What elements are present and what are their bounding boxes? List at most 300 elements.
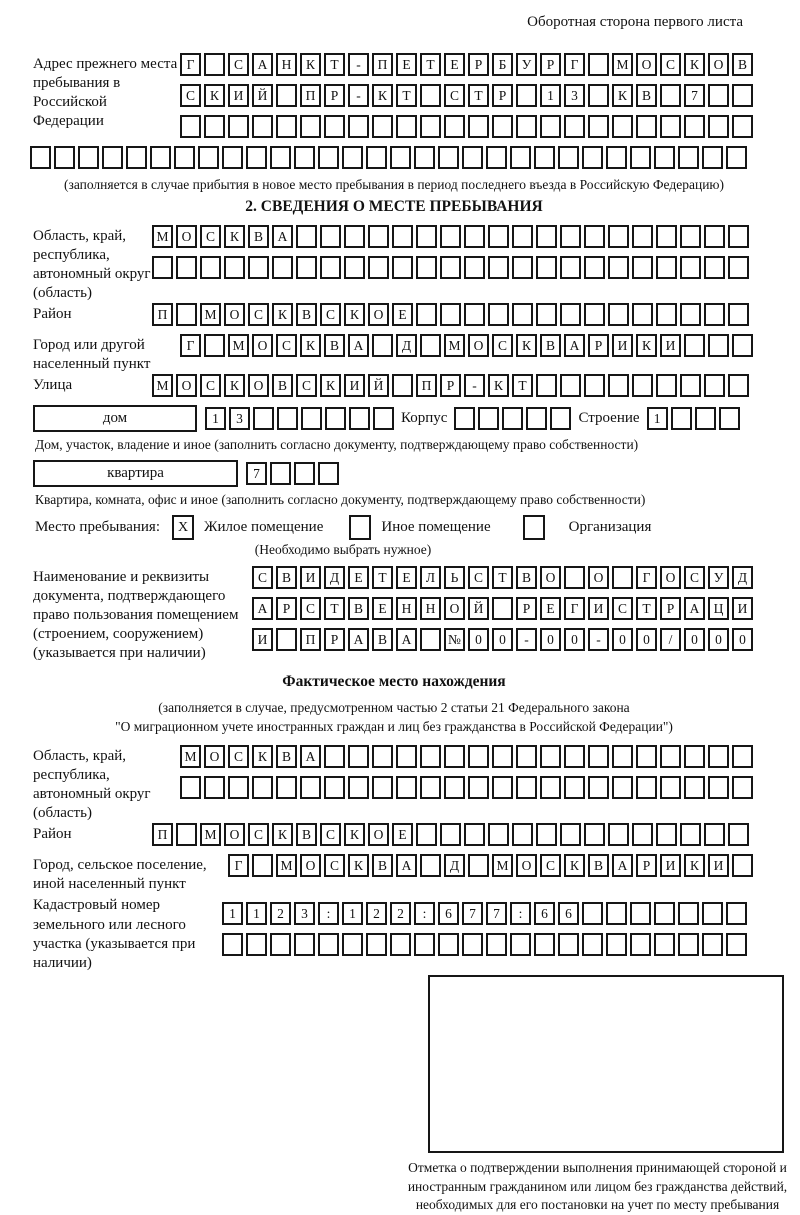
- oblast-row-1: [152, 225, 752, 248]
- char-box: 7: [462, 902, 483, 925]
- stay-type-row: [35, 515, 755, 540]
- char-box: [558, 933, 579, 956]
- char-box: [390, 933, 411, 956]
- char-box: [414, 933, 435, 956]
- char-box: [608, 374, 629, 397]
- char-box: [440, 225, 461, 248]
- char-box: К: [372, 84, 393, 107]
- char-box: С: [228, 53, 249, 76]
- ulitsa-field: [33, 374, 755, 405]
- apartment-row: [33, 460, 755, 487]
- char-box: [584, 303, 605, 326]
- char-box: [608, 256, 629, 279]
- gorod-label: Город или другой населенный пункт: [33, 337, 151, 373]
- char-box: [224, 256, 245, 279]
- document-row-2: [252, 597, 756, 620]
- kadastr-field: [33, 894, 755, 972]
- char-box: [420, 745, 441, 768]
- char-box: №: [444, 628, 465, 651]
- char-box: О: [660, 566, 681, 589]
- char-box: [438, 933, 459, 956]
- char-box: [536, 303, 557, 326]
- char-box: [728, 374, 749, 397]
- char-box: А: [396, 628, 417, 651]
- char-box: [656, 374, 677, 397]
- char-box: О: [252, 334, 273, 357]
- option-zhiloe-label: Жилое помещение: [204, 519, 324, 536]
- prev-address-row-2: [180, 84, 756, 107]
- char-box: [516, 84, 537, 107]
- document-row-1: [252, 566, 756, 589]
- char-box: -: [348, 53, 369, 76]
- char-box: С: [248, 823, 269, 846]
- char-box: Н: [276, 53, 297, 76]
- prev-address-row-3: [180, 115, 756, 138]
- char-box: В: [272, 374, 293, 397]
- char-box: Д: [396, 334, 417, 357]
- char-box: 6: [438, 902, 459, 925]
- char-box: [468, 854, 489, 877]
- char-box: В: [296, 303, 317, 326]
- house-word-box: дом: [33, 405, 197, 432]
- char-box: А: [396, 854, 417, 877]
- char-box: Г: [228, 854, 249, 877]
- char-box: [536, 823, 557, 846]
- char-box: [656, 303, 677, 326]
- char-box: [632, 256, 653, 279]
- char-box: К: [204, 84, 225, 107]
- char-box: [702, 902, 723, 925]
- char-box: 3: [229, 407, 250, 430]
- char-box: Е: [540, 597, 561, 620]
- char-box: А: [348, 334, 369, 357]
- char-box: М: [152, 225, 173, 248]
- char-box: [636, 115, 657, 138]
- char-box: С: [684, 566, 705, 589]
- char-box: 2: [366, 902, 387, 925]
- checkbox-organizaciya: [523, 515, 545, 540]
- char-box: К: [516, 334, 537, 357]
- char-box: Р: [468, 53, 489, 76]
- char-box: Н: [396, 597, 417, 620]
- char-box: [636, 745, 657, 768]
- char-box: Е: [392, 823, 413, 846]
- actual-oblast-field: [33, 745, 755, 823]
- char-box: [582, 902, 603, 925]
- section-2-title: 2. СВЕДЕНИЯ О МЕСТЕ ПРЕБЫВАНИЯ: [245, 197, 543, 215]
- char-box: [396, 745, 417, 768]
- prev-address-block: [33, 53, 755, 146]
- char-box: [396, 776, 417, 799]
- char-box: [416, 303, 437, 326]
- char-box: :: [318, 902, 339, 925]
- char-box: А: [252, 53, 273, 76]
- char-box: [414, 146, 435, 169]
- char-box: В: [540, 334, 561, 357]
- char-box: [464, 225, 485, 248]
- char-box: [656, 823, 677, 846]
- char-box: О: [540, 566, 561, 589]
- char-box: [348, 776, 369, 799]
- char-box: [462, 146, 483, 169]
- char-box: [392, 374, 413, 397]
- char-box: [368, 225, 389, 248]
- char-box: [420, 115, 441, 138]
- char-box: [726, 933, 747, 956]
- char-box: [584, 823, 605, 846]
- char-box: [708, 745, 729, 768]
- char-box: К: [636, 334, 657, 357]
- char-box: [560, 256, 581, 279]
- actual-raion-label: Район: [33, 826, 72, 843]
- char-box: К: [684, 854, 705, 877]
- apartment-word-box: квартира: [33, 460, 238, 487]
- char-box: К: [252, 745, 273, 768]
- char-box: И: [252, 628, 273, 651]
- char-box: С: [468, 566, 489, 589]
- char-box: 0: [540, 628, 561, 651]
- char-box: [348, 115, 369, 138]
- char-box: [588, 84, 609, 107]
- char-box: С: [324, 854, 345, 877]
- char-box: [732, 115, 753, 138]
- char-box: Д: [324, 566, 345, 589]
- char-box: [468, 776, 489, 799]
- char-box: Т: [636, 597, 657, 620]
- char-box: [510, 146, 531, 169]
- actual-gorod-row: [228, 854, 756, 877]
- house-row: [33, 405, 755, 432]
- char-box: [540, 745, 561, 768]
- char-box: [584, 256, 605, 279]
- char-box: С: [252, 566, 273, 589]
- document-label: Наименование и реквизиты документа, подтверждающего право пользования помещением (строением, сооружением) (указывается при наличии): [33, 569, 239, 662]
- char-box: 0: [468, 628, 489, 651]
- char-box: [228, 776, 249, 799]
- char-box: [536, 225, 557, 248]
- char-box: [684, 776, 705, 799]
- char-box: О: [516, 854, 537, 877]
- char-box: К: [320, 374, 341, 397]
- char-box: К: [224, 225, 245, 248]
- char-box: [276, 628, 297, 651]
- char-box: [420, 84, 441, 107]
- char-box: Й: [468, 597, 489, 620]
- char-box: 0: [564, 628, 585, 651]
- char-box: [660, 115, 681, 138]
- char-box: [204, 776, 225, 799]
- char-box: В: [324, 334, 345, 357]
- char-box: [372, 745, 393, 768]
- char-box: С: [296, 374, 317, 397]
- apartment-note: Квартира, комната, офис и иное (заполнить согласно документу, подтверждающему право собственности): [35, 492, 646, 508]
- char-box: [372, 776, 393, 799]
- char-box: О: [176, 225, 197, 248]
- char-box: А: [612, 854, 633, 877]
- option-inoe-label: Иное помещение: [381, 519, 491, 536]
- char-box: К: [612, 84, 633, 107]
- char-box: 6: [558, 902, 579, 925]
- char-box: Р: [588, 334, 609, 357]
- char-box: [372, 115, 393, 138]
- char-box: И: [344, 374, 365, 397]
- char-box: Г: [564, 597, 585, 620]
- char-box: [702, 933, 723, 956]
- actual-raion-row: [152, 823, 752, 846]
- char-box: [654, 933, 675, 956]
- char-box: [704, 823, 725, 846]
- char-box: Е: [372, 597, 393, 620]
- char-box: Н: [420, 597, 441, 620]
- kadastr-label: Кадастровый номер земельного или лесного участка (указывается при наличии): [33, 897, 196, 971]
- char-box: О: [444, 597, 465, 620]
- char-box: Р: [276, 597, 297, 620]
- char-box: В: [248, 225, 269, 248]
- stamp-box: [428, 975, 784, 1153]
- char-box: М: [492, 854, 513, 877]
- char-box: -: [348, 84, 369, 107]
- char-box: [420, 854, 441, 877]
- char-box: А: [348, 628, 369, 651]
- char-box: О: [368, 303, 389, 326]
- ulitsa-row: [152, 374, 752, 397]
- char-box: Р: [516, 597, 537, 620]
- char-box: [150, 146, 171, 169]
- char-box: 0: [684, 628, 705, 651]
- char-box: К: [300, 334, 321, 357]
- char-box: С: [180, 84, 201, 107]
- char-box: [704, 374, 725, 397]
- char-box: 1: [342, 902, 363, 925]
- prev-address-note: (заполняется в случае прибытия в новое место пребывания в период последнего въезда в Российскую Федерацию): [63, 177, 725, 192]
- char-box: О: [224, 303, 245, 326]
- char-box: [300, 115, 321, 138]
- char-box: 0: [636, 628, 657, 651]
- char-box: Т: [324, 597, 345, 620]
- document-field: [33, 566, 755, 663]
- char-box: [277, 407, 298, 430]
- char-box: [516, 776, 537, 799]
- char-box: [606, 933, 627, 956]
- char-box: [732, 334, 753, 357]
- char-box: Р: [324, 84, 345, 107]
- char-box: [468, 115, 489, 138]
- char-box: В: [732, 53, 753, 76]
- char-box: [270, 146, 291, 169]
- char-box: [702, 146, 723, 169]
- char-box: [368, 256, 389, 279]
- checkbox-zhiloe: X: [172, 515, 194, 540]
- char-box: 6: [534, 902, 555, 925]
- char-box: [564, 566, 585, 589]
- char-box: [344, 225, 365, 248]
- char-box: П: [300, 84, 321, 107]
- char-box: Г: [180, 334, 201, 357]
- char-box: [252, 776, 273, 799]
- char-box: К: [344, 303, 365, 326]
- oblast-row-2: [152, 256, 752, 279]
- char-box: Д: [444, 854, 465, 877]
- char-box: [200, 256, 221, 279]
- page-title: Оборотная сторона первого листа: [527, 14, 743, 30]
- char-box: С: [300, 597, 321, 620]
- char-box: [732, 745, 753, 768]
- char-box: [246, 146, 267, 169]
- char-box: 0: [732, 628, 753, 651]
- char-box: /: [660, 628, 681, 651]
- char-box: -: [588, 628, 609, 651]
- char-box: [612, 745, 633, 768]
- char-box: [502, 407, 523, 430]
- char-box: С: [248, 303, 269, 326]
- char-box: [390, 146, 411, 169]
- char-box: [270, 933, 291, 956]
- char-box: Е: [396, 53, 417, 76]
- char-box: И: [708, 854, 729, 877]
- char-box: [464, 303, 485, 326]
- raion-label: Район: [33, 306, 72, 323]
- char-box: [324, 745, 345, 768]
- char-box: [608, 823, 629, 846]
- char-box: [488, 823, 509, 846]
- char-box: Т: [468, 84, 489, 107]
- char-box: В: [516, 566, 537, 589]
- char-box: [478, 407, 499, 430]
- char-box: [660, 776, 681, 799]
- char-box: Р: [540, 53, 561, 76]
- char-box: О: [300, 854, 321, 877]
- char-box: [728, 256, 749, 279]
- char-box: [588, 776, 609, 799]
- char-box: [198, 146, 219, 169]
- char-box: [440, 823, 461, 846]
- char-box: Т: [512, 374, 533, 397]
- char-box: [606, 146, 627, 169]
- char-box: [180, 776, 201, 799]
- char-box: В: [636, 84, 657, 107]
- char-box: Д: [732, 566, 753, 589]
- char-box: 1: [246, 902, 267, 925]
- char-box: Л: [420, 566, 441, 589]
- char-box: М: [200, 303, 221, 326]
- char-box: С: [320, 303, 341, 326]
- char-box: [630, 933, 651, 956]
- char-box: [372, 334, 393, 357]
- char-box: К: [564, 854, 585, 877]
- char-box: [492, 597, 513, 620]
- char-box: 0: [492, 628, 513, 651]
- char-box: [564, 776, 585, 799]
- char-box: С: [612, 597, 633, 620]
- char-box: [102, 146, 123, 169]
- char-box: И: [660, 334, 681, 357]
- char-box: [588, 115, 609, 138]
- prev-address-label: Адрес прежнего места пребывания в Российской Федерации: [33, 56, 178, 130]
- char-box: О: [368, 823, 389, 846]
- char-box: М: [152, 374, 173, 397]
- char-box: [294, 462, 315, 485]
- char-box: [708, 84, 729, 107]
- char-box: Г: [636, 566, 657, 589]
- char-box: [348, 745, 369, 768]
- char-box: 7: [684, 84, 705, 107]
- char-box: [656, 256, 677, 279]
- actual-oblast-label: Область, край, республика, автономный округ (область): [33, 748, 151, 822]
- char-box: [612, 115, 633, 138]
- actual-oblast-row-2: [180, 776, 756, 799]
- char-box: [342, 933, 363, 956]
- char-box: [373, 407, 394, 430]
- char-box: :: [510, 902, 531, 925]
- char-box: В: [588, 854, 609, 877]
- char-box: К: [348, 854, 369, 877]
- char-box: М: [612, 53, 633, 76]
- char-box: Й: [368, 374, 389, 397]
- char-box: Т: [324, 53, 345, 76]
- char-box: [732, 854, 753, 877]
- char-box: [606, 902, 627, 925]
- char-box: К: [272, 823, 293, 846]
- char-box: [560, 225, 581, 248]
- gorod-field: [33, 334, 755, 374]
- char-box: В: [372, 854, 393, 877]
- char-box: [440, 303, 461, 326]
- char-box: Ь: [444, 566, 465, 589]
- actual-location-title: Фактическое место нахождения: [282, 673, 506, 691]
- char-box: К: [684, 53, 705, 76]
- char-box: [270, 462, 291, 485]
- char-box: [222, 146, 243, 169]
- char-box: [54, 146, 75, 169]
- char-box: П: [152, 823, 173, 846]
- char-box: [444, 115, 465, 138]
- char-box: [462, 933, 483, 956]
- kadastr-row-1: [222, 902, 750, 925]
- prev-address-row-4: [30, 146, 755, 169]
- char-box: 1: [222, 902, 243, 925]
- char-box: [342, 146, 363, 169]
- char-box: И: [612, 334, 633, 357]
- actual-gorod-field: [33, 854, 755, 894]
- char-box: С: [540, 854, 561, 877]
- char-box: [564, 745, 585, 768]
- actual-note-line-2: "О миграционном учете иностранных граждан и лиц без гражданства в Российской Федерации"): [115, 719, 673, 735]
- char-box: [492, 776, 513, 799]
- char-box: О: [588, 566, 609, 589]
- char-box: [732, 84, 753, 107]
- char-box: [366, 146, 387, 169]
- char-box: К: [300, 53, 321, 76]
- char-box: 2: [390, 902, 411, 925]
- char-box: В: [348, 597, 369, 620]
- char-box: [534, 146, 555, 169]
- char-box: О: [176, 374, 197, 397]
- char-box: Р: [636, 854, 657, 877]
- char-box: [30, 146, 51, 169]
- char-box: [516, 115, 537, 138]
- char-box: С: [276, 334, 297, 357]
- char-box: С: [228, 745, 249, 768]
- char-box: О: [224, 823, 245, 846]
- char-box: 2: [270, 902, 291, 925]
- char-box: [684, 745, 705, 768]
- char-box: [680, 256, 701, 279]
- char-box: [204, 115, 225, 138]
- char-box: [276, 776, 297, 799]
- char-box: [630, 902, 651, 925]
- char-box: К: [224, 374, 245, 397]
- char-box: [392, 256, 413, 279]
